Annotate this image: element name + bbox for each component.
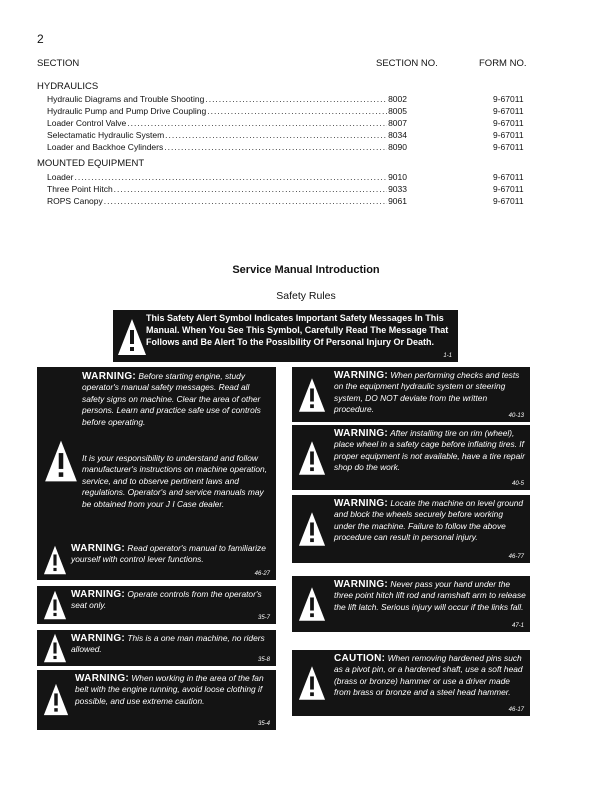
- form-no: 9-67011: [493, 142, 524, 152]
- toc-row: Three Point Hitch ..... 9033: [47, 184, 407, 194]
- warning-box: WARNING: Read operator's manual to familiarize yourself with control lever functions. 46-27: [37, 540, 276, 580]
- toc-row: Loader Control Valve ..... 8007: [47, 118, 407, 128]
- warning-triangle-icon: [43, 545, 67, 575]
- toc-row: Selectamatic Hydraulic System ..... 8034: [47, 130, 407, 140]
- safety-alert-banner: [113, 310, 458, 362]
- form-no: 9-67011: [493, 172, 524, 182]
- warning-triangle-icon: [298, 586, 326, 622]
- warning-box: WARNING: Locate the machine on level ground and block the wheels securely before working under the machine. Failure to follow the above procedure can result in personal injury. 46-77: [292, 495, 530, 563]
- form-no: 9-67011: [493, 196, 524, 206]
- warning-triangle-icon: [43, 590, 67, 620]
- warning-box: WARNING: Before starting engine, study operator's manual safety messages. Read all safety signs on machine. Clear the area of other persons. Learn and practice safe use of controls before operating. It is your responsibility to understand and follow manufacturer's instructions on machine operation, service, and to observe pertinent laws and regulations. Operator's and service manuals may be obtained from your J I Case dealer.: [37, 367, 276, 565]
- page-number: 2: [37, 32, 44, 46]
- warning-triangle-icon: [43, 683, 69, 716]
- section-subtitle: Safety Rules: [276, 290, 336, 302]
- warning-box: WARNING: After installing tire on rim (wheel), place wheel in a safety cage before inflating tires. If proper equipment is not available, have a tire repair shop do the work. 40-5: [292, 425, 530, 490]
- warning-box: WARNING: Never pass your hand under the three point hitch lift rod and ramshaft arm to release the lift latch. Serious injury will occur if the links fall. 47-1: [292, 576, 530, 632]
- alert-text: This Safety Alert Symbol Indicates Important Safety Messages In This Manual. When You See This Symbol, Carefully Read The Message That Follows and Be Alert To the Possibility Of Personal Injury Or Death.: [146, 313, 449, 347]
- warning-triangle-icon: [298, 665, 326, 701]
- toc-row: Loader and Backhoe Cylinders ..... 8090: [47, 142, 407, 152]
- toc-row: Loader ..... 9010: [47, 172, 407, 182]
- form-no: 9-67011: [493, 130, 524, 140]
- warning-box: WARNING: When performing checks and tests on the equipment hydraulic system or steering system, DO NOT deviate from the written procedure. 40-13: [292, 367, 530, 422]
- form-no: 9-67011: [493, 106, 524, 116]
- group-title: HYDRAULICS: [37, 81, 99, 92]
- warning-triangle-icon: [298, 440, 326, 476]
- form-no: 9-67011: [493, 184, 524, 194]
- header-form-no: FORM NO.: [479, 58, 527, 69]
- alert-code: 1-1: [443, 353, 452, 359]
- warning-box: WARNING: Operate controls from the operator's seat only. 35-7: [37, 586, 276, 624]
- warning-box: WARNING: When working in the area of the fan belt with the engine running, avoid loose clothing if possible, and use extreme caution. 35-4: [37, 670, 276, 730]
- warning-triangle-icon: [44, 439, 78, 483]
- header-section: SECTION: [37, 58, 80, 69]
- header-section-no: SECTION NO.: [376, 58, 438, 69]
- warning-triangle-icon: [117, 318, 147, 356]
- form-no: 9-67011: [493, 94, 524, 104]
- group-title: MOUNTED EQUIPMENT: [37, 158, 145, 169]
- warning-triangle-icon: [298, 377, 326, 413]
- page-title: Service Manual Introduction: [232, 264, 380, 276]
- warning-box: WARNING: This is a one man machine, no riders allowed. 35-8: [37, 630, 276, 666]
- warning-box: CAUTION: When removing hardened pins such as a pivot pin, or a hardened shaft, use a soft head (brass or bronze) hammer or use a driver made from brass or bronze and a steel head hammer. 46-17: [292, 650, 530, 716]
- warning-triangle-icon: [43, 633, 67, 663]
- warning-triangle-icon: [298, 511, 326, 547]
- form-no: 9-67011: [493, 118, 524, 128]
- toc-row: ROPS Canopy ..... 9061: [47, 196, 407, 206]
- toc-row: Hydraulic Pump and Pump Drive Coupling ..... 8005: [47, 106, 407, 116]
- toc-row: Hydraulic Diagrams and Trouble Shooting ..... 8002: [47, 94, 407, 104]
